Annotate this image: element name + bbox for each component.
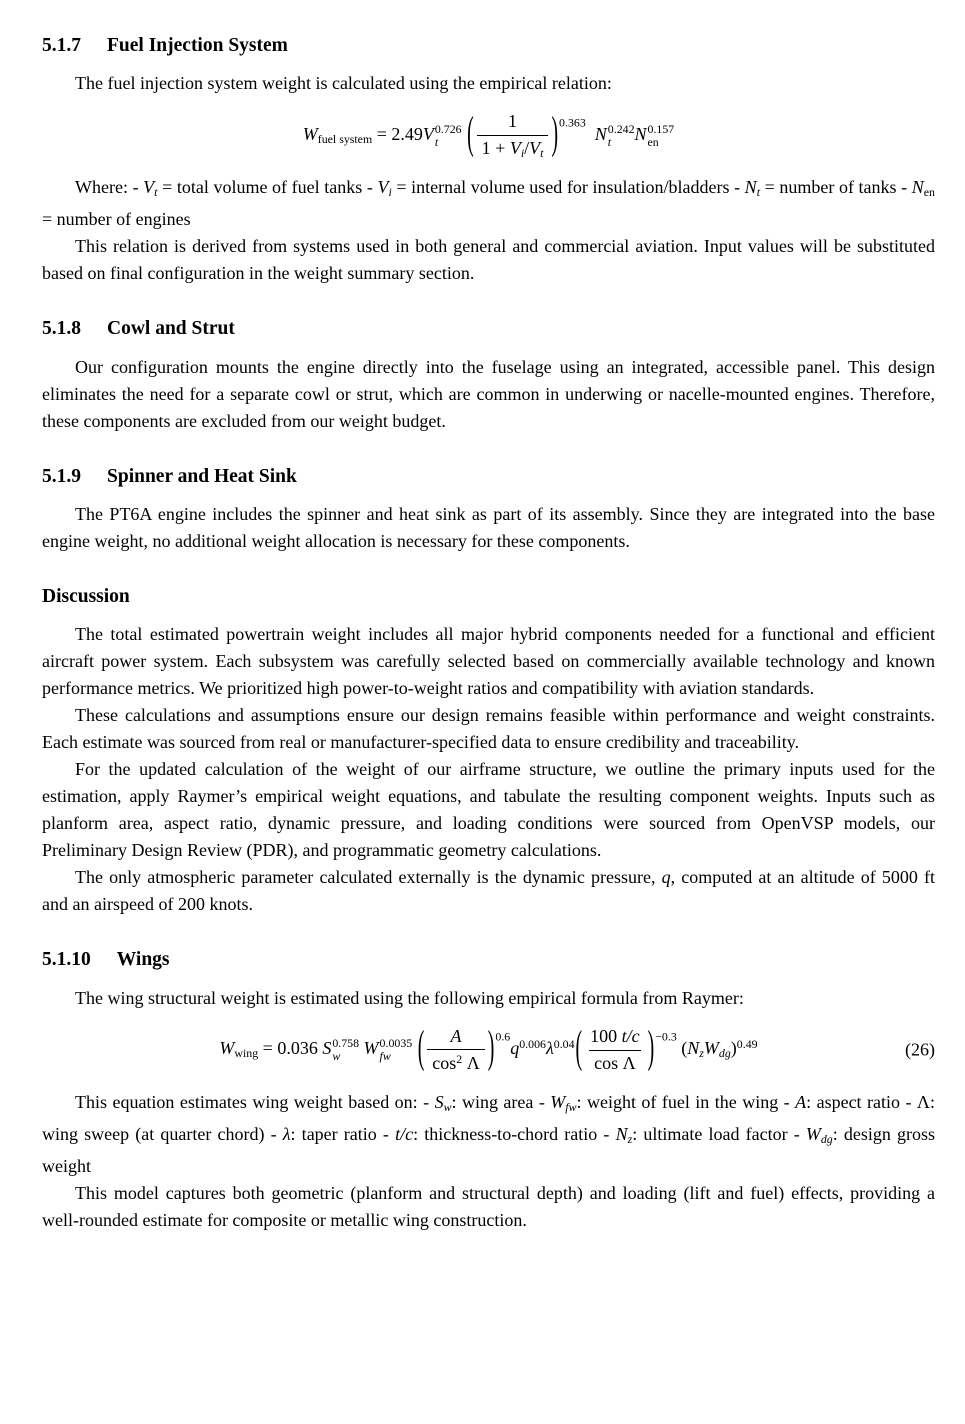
section-heading bbox=[42, 34, 935, 57]
section-title: Spinner and Heat Sink bbox=[107, 465, 297, 487]
section-title: Discussion bbox=[42, 585, 130, 607]
paragraph-body: Our configuration mounts the engine directly into the fuselage using an integrated, accessible panel. This design eliminates the need for a separate cowl or strut, which are common in underwing or nacelle-mounted engines. Therefore, these components are excluded from our weight budget. bbox=[42, 356, 935, 431]
section-heading bbox=[42, 948, 935, 971]
section-heading bbox=[42, 585, 935, 608]
section-heading bbox=[42, 465, 935, 488]
paragraph-dynamic-pressure: The only atmospheric parameter calculated externally is the dynamic pressure, q, computed at an altitude of 5000 ft and an airspeed of 200 knots. bbox=[42, 867, 935, 915]
section-title: Cowl and Strut bbox=[107, 318, 235, 340]
section-title: Fuel Injection System bbox=[107, 35, 288, 56]
section-discussion bbox=[42, 585, 935, 918]
section-fuel-injection-system bbox=[42, 34, 935, 287]
paragraph-powertrain: The total estimated powertrain weight includes all major hybrid components needed for a functional and efficient aircraft power system. Each subsystem was carefully selected based on commercially available technology and known performance metrics. We prioritized high power-to-weight ratios and compatibility with aviation standards. bbox=[42, 624, 935, 699]
equation-body: $W_{wing} = 0.036$ S 0.758 w W 0.0035 fw ( $\frac{A}{\cos^2 \Lambda}$ )$^{0.6}q^{0.006}\lambda^{0.04}$( $\frac{100 t/c}{\text{cos Λ}}$ )$^{-0.3}$ $(N_zW_{dg})^{0.49}$ bbox=[219, 1022, 758, 1074]
section-wings bbox=[42, 948, 935, 1233]
section-number: 5.1.7 bbox=[42, 35, 81, 56]
paragraph-where: Where: - $V_t$ = total volume of fuel tanks - $V_i$ = internal volume used for insulation/bladders - $N_t$ = number of tanks - $N_{en}$ = number of engines bbox=[42, 177, 935, 230]
section-number: 5.1.8 bbox=[42, 318, 81, 340]
section-number: 5.1.10 bbox=[42, 949, 91, 971]
display-equation-fuel-system bbox=[42, 108, 935, 160]
paragraph-airframe: For the updated calculation of the weight of our airframe structure, we outline the primary inputs used for the estimation, apply Raymer’s empirical weight equations, and tabulate the resulting component weights. Inputs such as planform area, aspect ratio, dynamic pressure, and loading conditions were sourced from OpenVSP models, our Preliminary Design Review (PDR), and programmatic geometry calculations. bbox=[42, 759, 935, 861]
section-number: 5.1.9 bbox=[42, 465, 81, 487]
equation-number: (26) bbox=[905, 1039, 935, 1060]
paragraph-intro: The wing structural weight is estimated using the following empirical formula from Raymer: bbox=[75, 987, 744, 1008]
paragraph-constraints: These calculations and assumptions ensure our design remains feasible within performance and weight constraints. Each estimate was sourced from real or manufacturer-specified data to ensure credibility and traceability. bbox=[42, 705, 935, 753]
equation-body: $W_{fuel system} = 2.49V$ 0.726 t ( $\frac{1}{1 + V_i/V_t}$ )$^{0.363}$ N 0.242 t N 0.157 en bbox=[302, 108, 675, 160]
section-cowl-and-strut bbox=[42, 317, 935, 434]
display-equation-wing-weight bbox=[42, 1022, 935, 1075]
paragraph-closing: This model captures both geometric (planform and structural depth) and loading (lift and fuel) effects, providing a well-rounded estimate for composite or metallic wing construction. bbox=[42, 1182, 935, 1230]
section-heading bbox=[42, 317, 935, 340]
paragraph-variables: This equation estimates wing weight based on: - $S_w$: wing area - $W_{fw}$: weight of fuel in the wing - A: aspect ratio - Λ: wing sweep (at quarter chord) - λ: taper ratio - t/c: thickness-to-chord ratio - $N_z$: ultimate load factor - $W_{dg}$: design gross weight bbox=[42, 1091, 935, 1176]
paragraph-note: This relation is derived from systems used in both general and commercial aviation. Input values will be substituted based on final configuration in the weight summary section. bbox=[42, 236, 935, 284]
section-title: Wings bbox=[116, 949, 170, 971]
paragraph-intro: The fuel injection system weight is calculated using the empirical relation: bbox=[75, 73, 612, 94]
section-spinner-and-heat-sink bbox=[42, 465, 935, 555]
paragraph-body: The PT6A engine includes the spinner and heat sink as part of its assembly. Since they are integrated into the base engine weight, no additional weight allocation is necessary for these components. bbox=[42, 503, 935, 551]
